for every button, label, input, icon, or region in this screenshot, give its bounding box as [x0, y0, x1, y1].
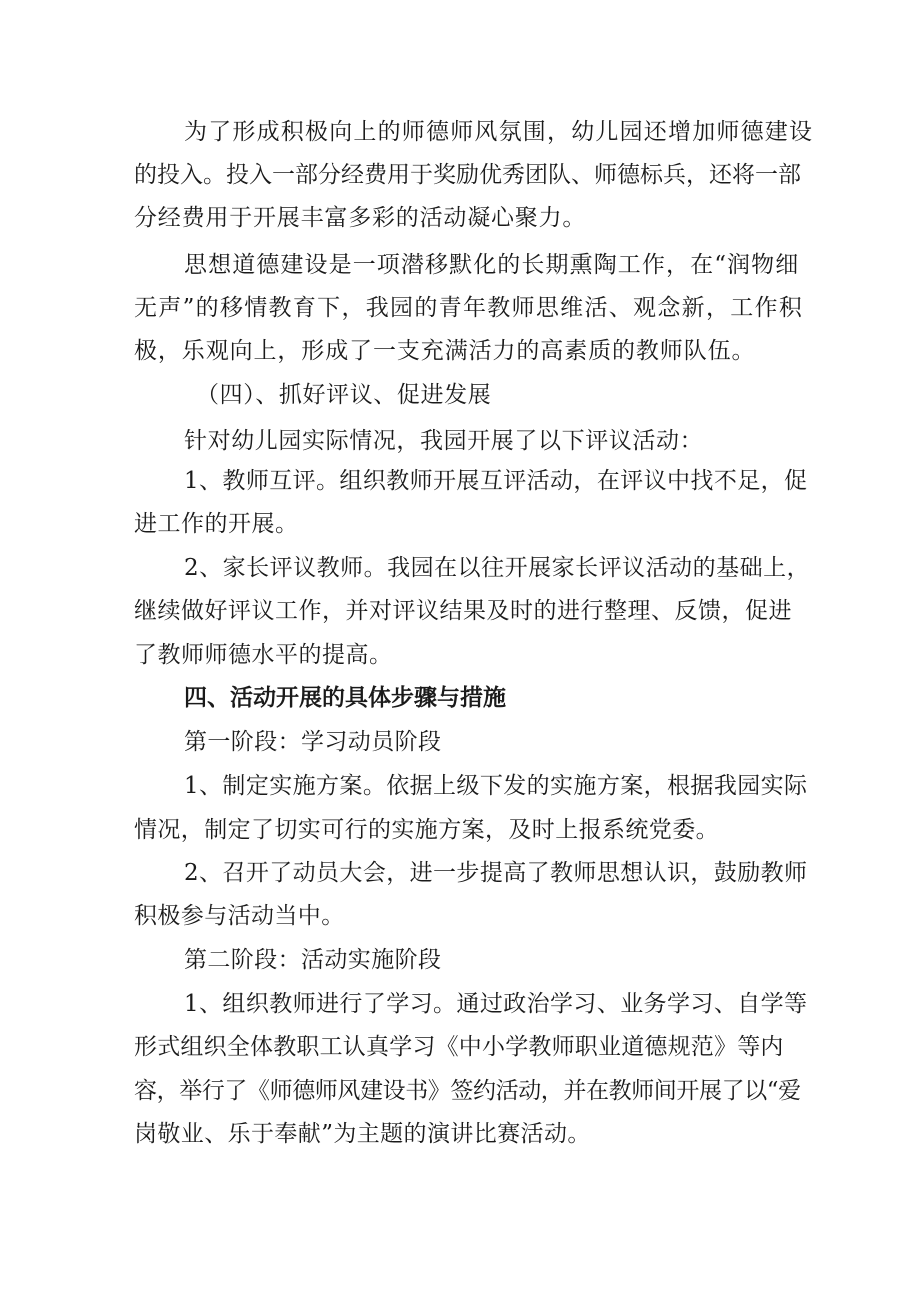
line-text: 第二阶段：活动实施阶段 [184, 947, 442, 973]
line-text: 针对幼儿园实际情况，我园开展了以下评议活动： [184, 428, 704, 454]
text-line [0, 553, 920, 583]
section-heading [0, 683, 920, 713]
line-text: 第一阶段：学习动员阶段 [184, 729, 442, 755]
text-line [0, 426, 920, 456]
text-line [0, 336, 920, 366]
text-line [0, 771, 920, 801]
line-text: 积极参与活动当中。 [134, 903, 345, 929]
text-line [0, 901, 920, 931]
phase-heading [0, 945, 920, 975]
line-text: 思想道德建设是一项潜移默化的长期熏陶工作，在“润物细 [184, 252, 800, 278]
text-line [0, 1032, 920, 1062]
text-line [0, 160, 920, 190]
section-subheading [0, 380, 920, 410]
line-text: 进工作的开展。 [134, 511, 299, 537]
text-line [0, 293, 920, 323]
line-text: 极，乐观向上，形成了一支充满活力的高素质的教师队伍。 [134, 338, 756, 364]
line-text: 1、制定实施方案。依据上级下发的实施方案，根据我园实际 [184, 773, 808, 799]
text-line [0, 1119, 920, 1149]
text-line [0, 858, 920, 888]
line-text: 2、家长评议教师。我园在以往开展家长评议活动的基础上， [184, 555, 811, 581]
text-line [0, 989, 920, 1019]
line-text: 岗敬业、乐于奉献”为主题的演讲比赛活动。 [134, 1121, 591, 1147]
text-line [0, 815, 920, 845]
heading-text: 四、活动开展的具体步骤与措施 [184, 685, 506, 711]
line-text: （四）、抓好评议、促进发展 [196, 382, 492, 408]
line-text: 容，举行了《师德师风建设书》签约活动，并在教师间开展了以“爱 [134, 1078, 801, 1104]
text-line [0, 1076, 920, 1106]
line-text: 1、组织教师进行了学习。通过政治学习、业务学习、自学等 [184, 991, 808, 1017]
line-text: 为了形成积极向上的师德师风氛围，幼儿园还增加师德建设 [184, 119, 814, 145]
line-text: 了教师师德水平的提高。 [134, 642, 393, 668]
line-text: 1、教师互评。组织教师开展互评活动，在评议中找不足，促 [184, 468, 808, 494]
line-text: 的投入。投入一部分经费用于奖励优秀团队、师德标兵，还将一部 [134, 162, 801, 188]
text-line [0, 250, 920, 280]
line-text: 2、召开了动员大会，进一步提高了教师思想认识，鼓励教师 [184, 860, 808, 886]
line-text: 继续做好评议工作，并对评议结果及时的进行整理、反馈，促进 [134, 598, 792, 624]
text-line [0, 117, 920, 147]
line-text: 形式组织全体教职工认真学习《中小学教师职业道德规范》等内 [134, 1034, 784, 1060]
text-line [0, 509, 920, 539]
text-line [0, 203, 920, 233]
text-line [0, 466, 920, 496]
text-line [0, 640, 920, 670]
line-text: 情况，制定了切实可行的实施方案，及时上报系统党委。 [134, 817, 719, 843]
phase-heading [0, 727, 920, 757]
text-line [0, 596, 920, 626]
line-text: 无声”的移情教育下，我园的青年教师思维活、观念新，工作积 [134, 295, 804, 321]
line-text: 分经费用于开展丰富多彩的活动凝心聚力。 [134, 205, 587, 231]
